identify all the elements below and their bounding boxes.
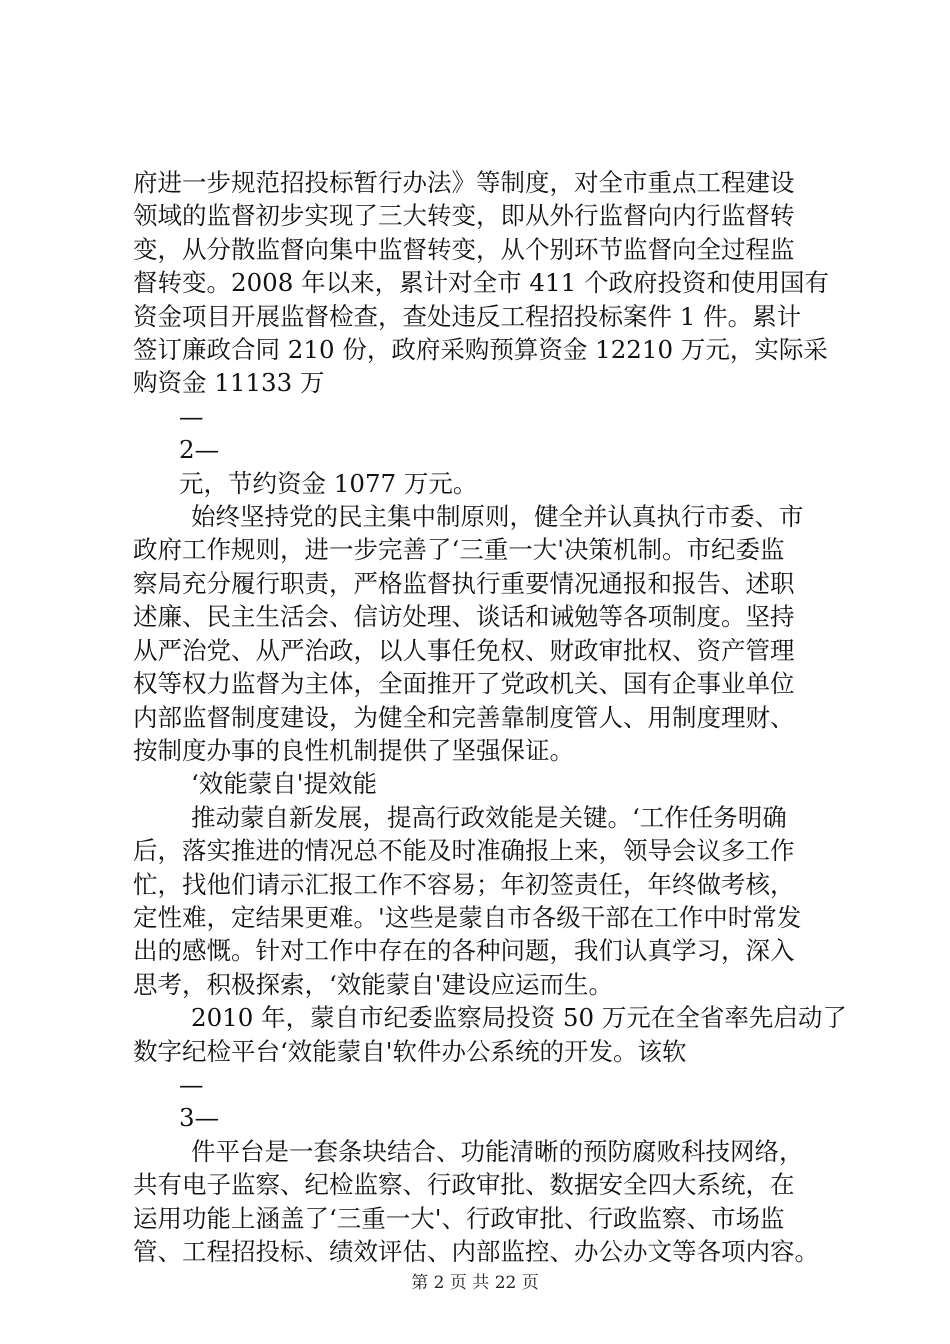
text-line: 内部监督制度建设，为健全和完善靠制度管人、用制度理财、 — [133, 702, 795, 732]
text-line: 政府工作规则，进一步完善了‘三重一大'决策机制。市纪委监 — [133, 535, 785, 565]
page-break-dash: — — [179, 401, 204, 431]
text-line: 察局充分履行职责，严格监督执行重要情况通报和报告、述职 — [133, 568, 795, 598]
paragraph-start: 2010 年，蒙自市纪委监察局投资 50 万元在全省率先启动了 — [191, 1003, 847, 1033]
text-line: 府进一步规范招投标暂行办法》等制度，对全市重点工程建设 — [133, 168, 795, 197]
text-line: 共有电子监察、纪检监察、行政审批、数据安全四大系统，在 — [133, 1170, 795, 1200]
text-line: 按制度办事的良性机制提供了坚强保证。 — [133, 735, 574, 765]
text-line: 运用功能上涵盖了‘三重一大'、行政审批、行政监察、市场监 — [133, 1203, 785, 1233]
text-line: 定性难，定结果更难。'这些是蒙自市各级干部在工作中时常发 — [133, 902, 802, 932]
page-footer: 第 2 页 共 22 页 — [411, 1273, 539, 1293]
paragraph-start: 件平台是一套条块结合、功能清晰的预防腐败科技网络， — [191, 1136, 804, 1166]
paragraph-start: 推动蒙自新发展，提高行政效能是关键。‘工作任务明确 — [191, 802, 787, 832]
text-line: 领域的监督初步实现了三大转变，即从外行监督向内行监督转 — [133, 201, 795, 231]
text-line: 从严治党、从严治政，以人事任免权、财政审批权、资产管理 — [133, 635, 795, 665]
text-line: 述廉、民主生活会、信访处理、谈话和诫勉等各项制度。坚持 — [133, 602, 795, 632]
text-line: 思考，积极探索，‘效能蒙自'建设应运而生。 — [133, 969, 614, 999]
text-line: 权等权力监督为主体，全面推开了党政机关、国有企事业单位 — [133, 669, 795, 699]
page-break-number: 3— — [179, 1103, 220, 1133]
text-line: 签订廉政合同 210 份，政府采购预算资金 12210 万元，实际采 — [133, 335, 828, 365]
text-line: 后，落实推进的情况总不能及时准确报上来，领导会议多工作 — [133, 836, 795, 866]
paragraph-start: 始终坚持党的民主集中制原则，健全并认真执行市委、市 — [191, 502, 804, 532]
page-break-dash: — — [179, 1069, 204, 1099]
text-line: 变，从分散监督向集中监督转变，从个别环节监督向全过程监 — [133, 234, 795, 264]
body-text — [133, 166, 847, 1268]
text-line: 购资金 11133 万 — [133, 368, 325, 398]
text-line: 数字纪检平台‘效能蒙自'软件办公系统的开发。该软 — [133, 1036, 687, 1066]
text-line: 督转变。2008 年以来，累计对全市 411 个政府投资和使用国有 — [133, 268, 829, 298]
text-line: 出的感慨。针对工作中存在的各种问题，我们认真学习，深入 — [133, 936, 795, 966]
text-line: 资金项目开展监督检查，查处违反工程招投标案件 1 件。累计 — [133, 301, 802, 331]
text-line: 管、工程招投标、绩效评估、内部监控、办公办文等各项内容。 — [133, 1237, 819, 1266]
text-line: 忙，找他们请示汇报工作不容易；年初签责任，年终做考核， — [133, 869, 795, 899]
text-line: 元，节约资金 1077 万元。 — [179, 468, 478, 498]
page-break-number: 2— — [179, 435, 220, 465]
section-heading: ‘效能蒙自'提效能 — [191, 769, 378, 799]
